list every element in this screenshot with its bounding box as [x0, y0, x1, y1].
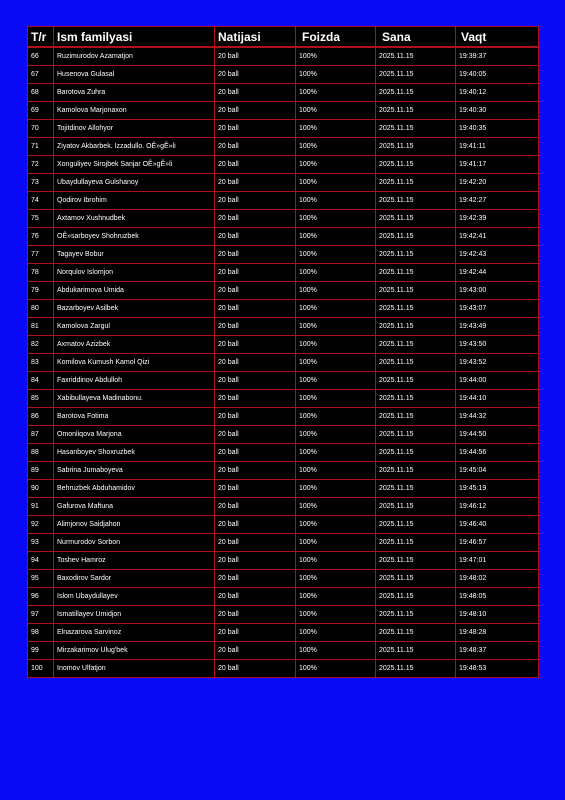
cell-result: 20 ball	[215, 174, 296, 192]
cell-date: 2025.11.15	[376, 138, 456, 156]
cell-date: 2025.11.15	[376, 156, 456, 174]
cell-result: 20 ball	[215, 228, 296, 246]
cell-number: 78	[28, 264, 54, 282]
cell-name: Nurmurodov Sorbon	[54, 534, 215, 552]
table-row	[28, 516, 539, 534]
cell-result: 20 ball	[215, 462, 296, 480]
cell-percent: 100%	[296, 300, 376, 318]
cell-name: Tagayev Bobur	[54, 246, 215, 264]
cell-number: 96	[28, 588, 54, 606]
cell-name: Alimjonov Saidjahon	[54, 516, 215, 534]
cell-result: 20 ball	[215, 516, 296, 534]
cell-time: 19:44:50	[456, 426, 539, 444]
cell-percent: 100%	[296, 228, 376, 246]
cell-time: 19:46:40	[456, 516, 539, 534]
cell-name: Kamolova Marjonaxon	[54, 102, 215, 120]
cell-date: 2025.11.15	[376, 462, 456, 480]
cell-date: 2025.11.15	[376, 426, 456, 444]
cell-date: 2025.11.15	[376, 408, 456, 426]
cell-date: 2025.11.15	[376, 534, 456, 552]
cell-time: 19:48:05	[456, 588, 539, 606]
cell-percent: 100%	[296, 498, 376, 516]
table-row	[28, 282, 539, 300]
cell-number: 90	[28, 480, 54, 498]
table-row	[28, 606, 539, 624]
table-row	[28, 228, 539, 246]
header-percent: Foizda	[296, 27, 376, 48]
table-row	[28, 84, 539, 102]
cell-percent: 100%	[296, 588, 376, 606]
cell-date: 2025.11.15	[376, 318, 456, 336]
header-row	[28, 27, 539, 48]
cell-name: OÊ»sarboyev Shohruzbek	[54, 228, 215, 246]
cell-number: 99	[28, 642, 54, 660]
cell-time: 19:47:01	[456, 552, 539, 570]
cell-time: 19:41:11	[456, 138, 539, 156]
cell-number: 71	[28, 138, 54, 156]
table-row	[28, 354, 539, 372]
cell-percent: 100%	[296, 47, 376, 66]
cell-percent: 100%	[296, 552, 376, 570]
cell-result: 20 ball	[215, 336, 296, 354]
table-row	[28, 138, 539, 156]
cell-number: 79	[28, 282, 54, 300]
table-row	[28, 426, 539, 444]
cell-date: 2025.11.15	[376, 624, 456, 642]
cell-name: Omonliqova Marjona	[54, 426, 215, 444]
table-row	[28, 498, 539, 516]
cell-date: 2025.11.15	[376, 192, 456, 210]
cell-name: Ubaydullayeva Gulshanoy	[54, 174, 215, 192]
table-row	[28, 336, 539, 354]
cell-number: 94	[28, 552, 54, 570]
cell-number: 73	[28, 174, 54, 192]
cell-result: 20 ball	[215, 498, 296, 516]
cell-time: 19:44:00	[456, 372, 539, 390]
cell-number: 83	[28, 354, 54, 372]
cell-percent: 100%	[296, 282, 376, 300]
table-row	[28, 210, 539, 228]
cell-name: Ziyatov Akbarbek. Izzadullo. OÊ»gÊ»li	[54, 138, 215, 156]
cell-name: Husenova Gulasal	[54, 66, 215, 84]
cell-number: 98	[28, 624, 54, 642]
table-row	[28, 588, 539, 606]
cell-number: 74	[28, 192, 54, 210]
cell-name: Xonguliyev Sirojbek Sanjar OÊ»gÊ»li	[54, 156, 215, 174]
cell-name: Norqulov Islomjon	[54, 264, 215, 282]
cell-result: 20 ball	[215, 264, 296, 282]
cell-result: 20 ball	[215, 534, 296, 552]
cell-percent: 100%	[296, 534, 376, 552]
cell-result: 20 ball	[215, 47, 296, 66]
table-row	[28, 444, 539, 462]
table-row	[28, 120, 539, 138]
cell-name: Qodirov Ibrohim	[54, 192, 215, 210]
cell-name: Bazarboyev Asilbek	[54, 300, 215, 318]
cell-date: 2025.11.15	[376, 174, 456, 192]
cell-percent: 100%	[296, 570, 376, 588]
cell-percent: 100%	[296, 120, 376, 138]
cell-number: 66	[28, 47, 54, 66]
cell-percent: 100%	[296, 336, 376, 354]
cell-name: Komilova Kumush Kamol Qizi	[54, 354, 215, 372]
cell-result: 20 ball	[215, 642, 296, 660]
cell-percent: 100%	[296, 624, 376, 642]
cell-percent: 100%	[296, 84, 376, 102]
cell-time: 19:42:43	[456, 246, 539, 264]
cell-result: 20 ball	[215, 300, 296, 318]
cell-percent: 100%	[296, 642, 376, 660]
cell-time: 19:43:49	[456, 318, 539, 336]
cell-date: 2025.11.15	[376, 660, 456, 678]
table-header	[28, 27, 539, 48]
results-sheet	[27, 26, 538, 678]
table-row	[28, 552, 539, 570]
cell-number: 85	[28, 390, 54, 408]
cell-number: 91	[28, 498, 54, 516]
cell-time: 19:39:37	[456, 47, 539, 66]
cell-number: 95	[28, 570, 54, 588]
table-row	[28, 156, 539, 174]
cell-date: 2025.11.15	[376, 336, 456, 354]
cell-date: 2025.11.15	[376, 354, 456, 372]
cell-name: Axtamov Xushnudbek	[54, 210, 215, 228]
cell-name: Barotova Fotima	[54, 408, 215, 426]
cell-number: 75	[28, 210, 54, 228]
cell-percent: 100%	[296, 318, 376, 336]
cell-date: 2025.11.15	[376, 120, 456, 138]
cell-result: 20 ball	[215, 66, 296, 84]
cell-time: 19:45:19	[456, 480, 539, 498]
cell-date: 2025.11.15	[376, 66, 456, 84]
table-row	[28, 192, 539, 210]
cell-time: 19:48:28	[456, 624, 539, 642]
cell-percent: 100%	[296, 102, 376, 120]
cell-percent: 100%	[296, 66, 376, 84]
cell-percent: 100%	[296, 426, 376, 444]
cell-number: 67	[28, 66, 54, 84]
table-row	[28, 390, 539, 408]
cell-result: 20 ball	[215, 444, 296, 462]
cell-percent: 100%	[296, 390, 376, 408]
cell-time: 19:45:04	[456, 462, 539, 480]
cell-time: 19:41:17	[456, 156, 539, 174]
cell-name: Abdukarimova Umida	[54, 282, 215, 300]
cell-time: 19:43:07	[456, 300, 539, 318]
cell-date: 2025.11.15	[376, 300, 456, 318]
cell-date: 2025.11.15	[376, 606, 456, 624]
cell-percent: 100%	[296, 516, 376, 534]
cell-name: Ismatillayev Umidjon	[54, 606, 215, 624]
cell-result: 20 ball	[215, 606, 296, 624]
cell-result: 20 ball	[215, 372, 296, 390]
cell-name: Mirzakarimov Ulug'bek	[54, 642, 215, 660]
table-row	[28, 372, 539, 390]
cell-number: 86	[28, 408, 54, 426]
cell-time: 19:42:27	[456, 192, 539, 210]
cell-name: Ruzimurodov Azamatjon	[54, 47, 215, 66]
cell-number: 70	[28, 120, 54, 138]
cell-name: Elnazarova Sarvinoz	[54, 624, 215, 642]
table-row	[28, 47, 539, 66]
cell-name: Behruzbek Abduhamidov	[54, 480, 215, 498]
cell-time: 19:44:56	[456, 444, 539, 462]
cell-result: 20 ball	[215, 426, 296, 444]
cell-percent: 100%	[296, 156, 376, 174]
cell-number: 93	[28, 534, 54, 552]
cell-date: 2025.11.15	[376, 282, 456, 300]
cell-result: 20 ball	[215, 120, 296, 138]
cell-date: 2025.11.15	[376, 246, 456, 264]
cell-number: 92	[28, 516, 54, 534]
cell-time: 19:42:20	[456, 174, 539, 192]
cell-time: 19:46:57	[456, 534, 539, 552]
results-table	[27, 26, 539, 678]
cell-number: 88	[28, 444, 54, 462]
cell-number: 80	[28, 300, 54, 318]
cell-name: Kamolova Zargul	[54, 318, 215, 336]
header-result: Natijasi	[215, 27, 296, 48]
cell-time: 19:42:44	[456, 264, 539, 282]
table-row	[28, 102, 539, 120]
header-time: Vaqt	[456, 27, 539, 48]
cell-percent: 100%	[296, 210, 376, 228]
cell-date: 2025.11.15	[376, 390, 456, 408]
cell-result: 20 ball	[215, 390, 296, 408]
cell-name: Sabrina Jumaboyeva	[54, 462, 215, 480]
cell-name: Xabibullayeva Madinabonu.	[54, 390, 215, 408]
cell-result: 20 ball	[215, 570, 296, 588]
cell-number: 89	[28, 462, 54, 480]
cell-percent: 100%	[296, 660, 376, 678]
cell-result: 20 ball	[215, 354, 296, 372]
table-row	[28, 174, 539, 192]
table-row	[28, 318, 539, 336]
cell-number: 100	[28, 660, 54, 678]
cell-percent: 100%	[296, 444, 376, 462]
cell-result: 20 ball	[215, 588, 296, 606]
cell-percent: 100%	[296, 354, 376, 372]
cell-number: 87	[28, 426, 54, 444]
cell-time: 19:43:50	[456, 336, 539, 354]
cell-time: 19:48:37	[456, 642, 539, 660]
cell-percent: 100%	[296, 192, 376, 210]
cell-percent: 100%	[296, 174, 376, 192]
cell-number: 77	[28, 246, 54, 264]
cell-date: 2025.11.15	[376, 372, 456, 390]
table-body	[28, 47, 539, 678]
cell-date: 2025.11.15	[376, 552, 456, 570]
cell-percent: 100%	[296, 246, 376, 264]
cell-name: Tojitdinov Allohyor	[54, 120, 215, 138]
cell-date: 2025.11.15	[376, 102, 456, 120]
cell-result: 20 ball	[215, 624, 296, 642]
cell-percent: 100%	[296, 264, 376, 282]
cell-time: 19:42:39	[456, 210, 539, 228]
cell-number: 82	[28, 336, 54, 354]
cell-date: 2025.11.15	[376, 570, 456, 588]
cell-number: 84	[28, 372, 54, 390]
cell-number: 81	[28, 318, 54, 336]
cell-time: 19:43:00	[456, 282, 539, 300]
cell-date: 2025.11.15	[376, 210, 456, 228]
cell-result: 20 ball	[215, 156, 296, 174]
cell-date: 2025.11.15	[376, 480, 456, 498]
cell-time: 19:48:10	[456, 606, 539, 624]
cell-date: 2025.11.15	[376, 588, 456, 606]
cell-date: 2025.11.15	[376, 642, 456, 660]
cell-result: 20 ball	[215, 480, 296, 498]
table-row	[28, 300, 539, 318]
cell-number: 69	[28, 102, 54, 120]
cell-date: 2025.11.15	[376, 498, 456, 516]
cell-time: 19:46:12	[456, 498, 539, 516]
cell-result: 20 ball	[215, 408, 296, 426]
cell-percent: 100%	[296, 408, 376, 426]
cell-date: 2025.11.15	[376, 84, 456, 102]
cell-date: 2025.11.15	[376, 264, 456, 282]
cell-date: 2025.11.15	[376, 47, 456, 66]
table-row	[28, 462, 539, 480]
cell-time: 19:40:12	[456, 84, 539, 102]
table-row	[28, 642, 539, 660]
cell-time: 19:43:52	[456, 354, 539, 372]
cell-number: 76	[28, 228, 54, 246]
table-row	[28, 570, 539, 588]
header-number: T/r	[28, 27, 54, 48]
cell-time: 19:44:10	[456, 390, 539, 408]
cell-percent: 100%	[296, 606, 376, 624]
cell-number: 68	[28, 84, 54, 102]
cell-time: 19:40:05	[456, 66, 539, 84]
table-row	[28, 480, 539, 498]
cell-date: 2025.11.15	[376, 228, 456, 246]
cell-name: Gafurova Maftuna	[54, 498, 215, 516]
cell-time: 19:44:32	[456, 408, 539, 426]
header-date: Sana	[376, 27, 456, 48]
cell-number: 72	[28, 156, 54, 174]
cell-date: 2025.11.15	[376, 444, 456, 462]
table-row	[28, 534, 539, 552]
table-row	[28, 246, 539, 264]
cell-name: Faxriddinov Abdulloh	[54, 372, 215, 390]
header-name: Ism familyasi	[54, 27, 215, 48]
cell-name: Hasanboyev Shoxruzbek	[54, 444, 215, 462]
cell-date: 2025.11.15	[376, 516, 456, 534]
cell-percent: 100%	[296, 462, 376, 480]
table-row	[28, 264, 539, 282]
cell-result: 20 ball	[215, 138, 296, 156]
cell-time: 19:42:41	[456, 228, 539, 246]
table-row	[28, 408, 539, 426]
cell-name: Axmatov Azizbek	[54, 336, 215, 354]
cell-result: 20 ball	[215, 660, 296, 678]
cell-result: 20 ball	[215, 192, 296, 210]
cell-name: Barotova Zuhra	[54, 84, 215, 102]
table-row	[28, 66, 539, 84]
cell-name: Toshev Hamroz	[54, 552, 215, 570]
cell-name: Islom Ubaydullayev	[54, 588, 215, 606]
cell-result: 20 ball	[215, 246, 296, 264]
cell-percent: 100%	[296, 138, 376, 156]
cell-name: Inomov Ulfatjon	[54, 660, 215, 678]
table-row	[28, 660, 539, 678]
cell-number: 97	[28, 606, 54, 624]
cell-time: 19:40:30	[456, 102, 539, 120]
cell-result: 20 ball	[215, 552, 296, 570]
cell-time: 19:48:53	[456, 660, 539, 678]
cell-result: 20 ball	[215, 84, 296, 102]
cell-result: 20 ball	[215, 318, 296, 336]
cell-time: 19:40:35	[456, 120, 539, 138]
cell-result: 20 ball	[215, 102, 296, 120]
cell-percent: 100%	[296, 480, 376, 498]
cell-name: Baxodirov Sardor	[54, 570, 215, 588]
cell-result: 20 ball	[215, 210, 296, 228]
cell-percent: 100%	[296, 372, 376, 390]
cell-time: 19:48:02	[456, 570, 539, 588]
cell-result: 20 ball	[215, 282, 296, 300]
table-row	[28, 624, 539, 642]
